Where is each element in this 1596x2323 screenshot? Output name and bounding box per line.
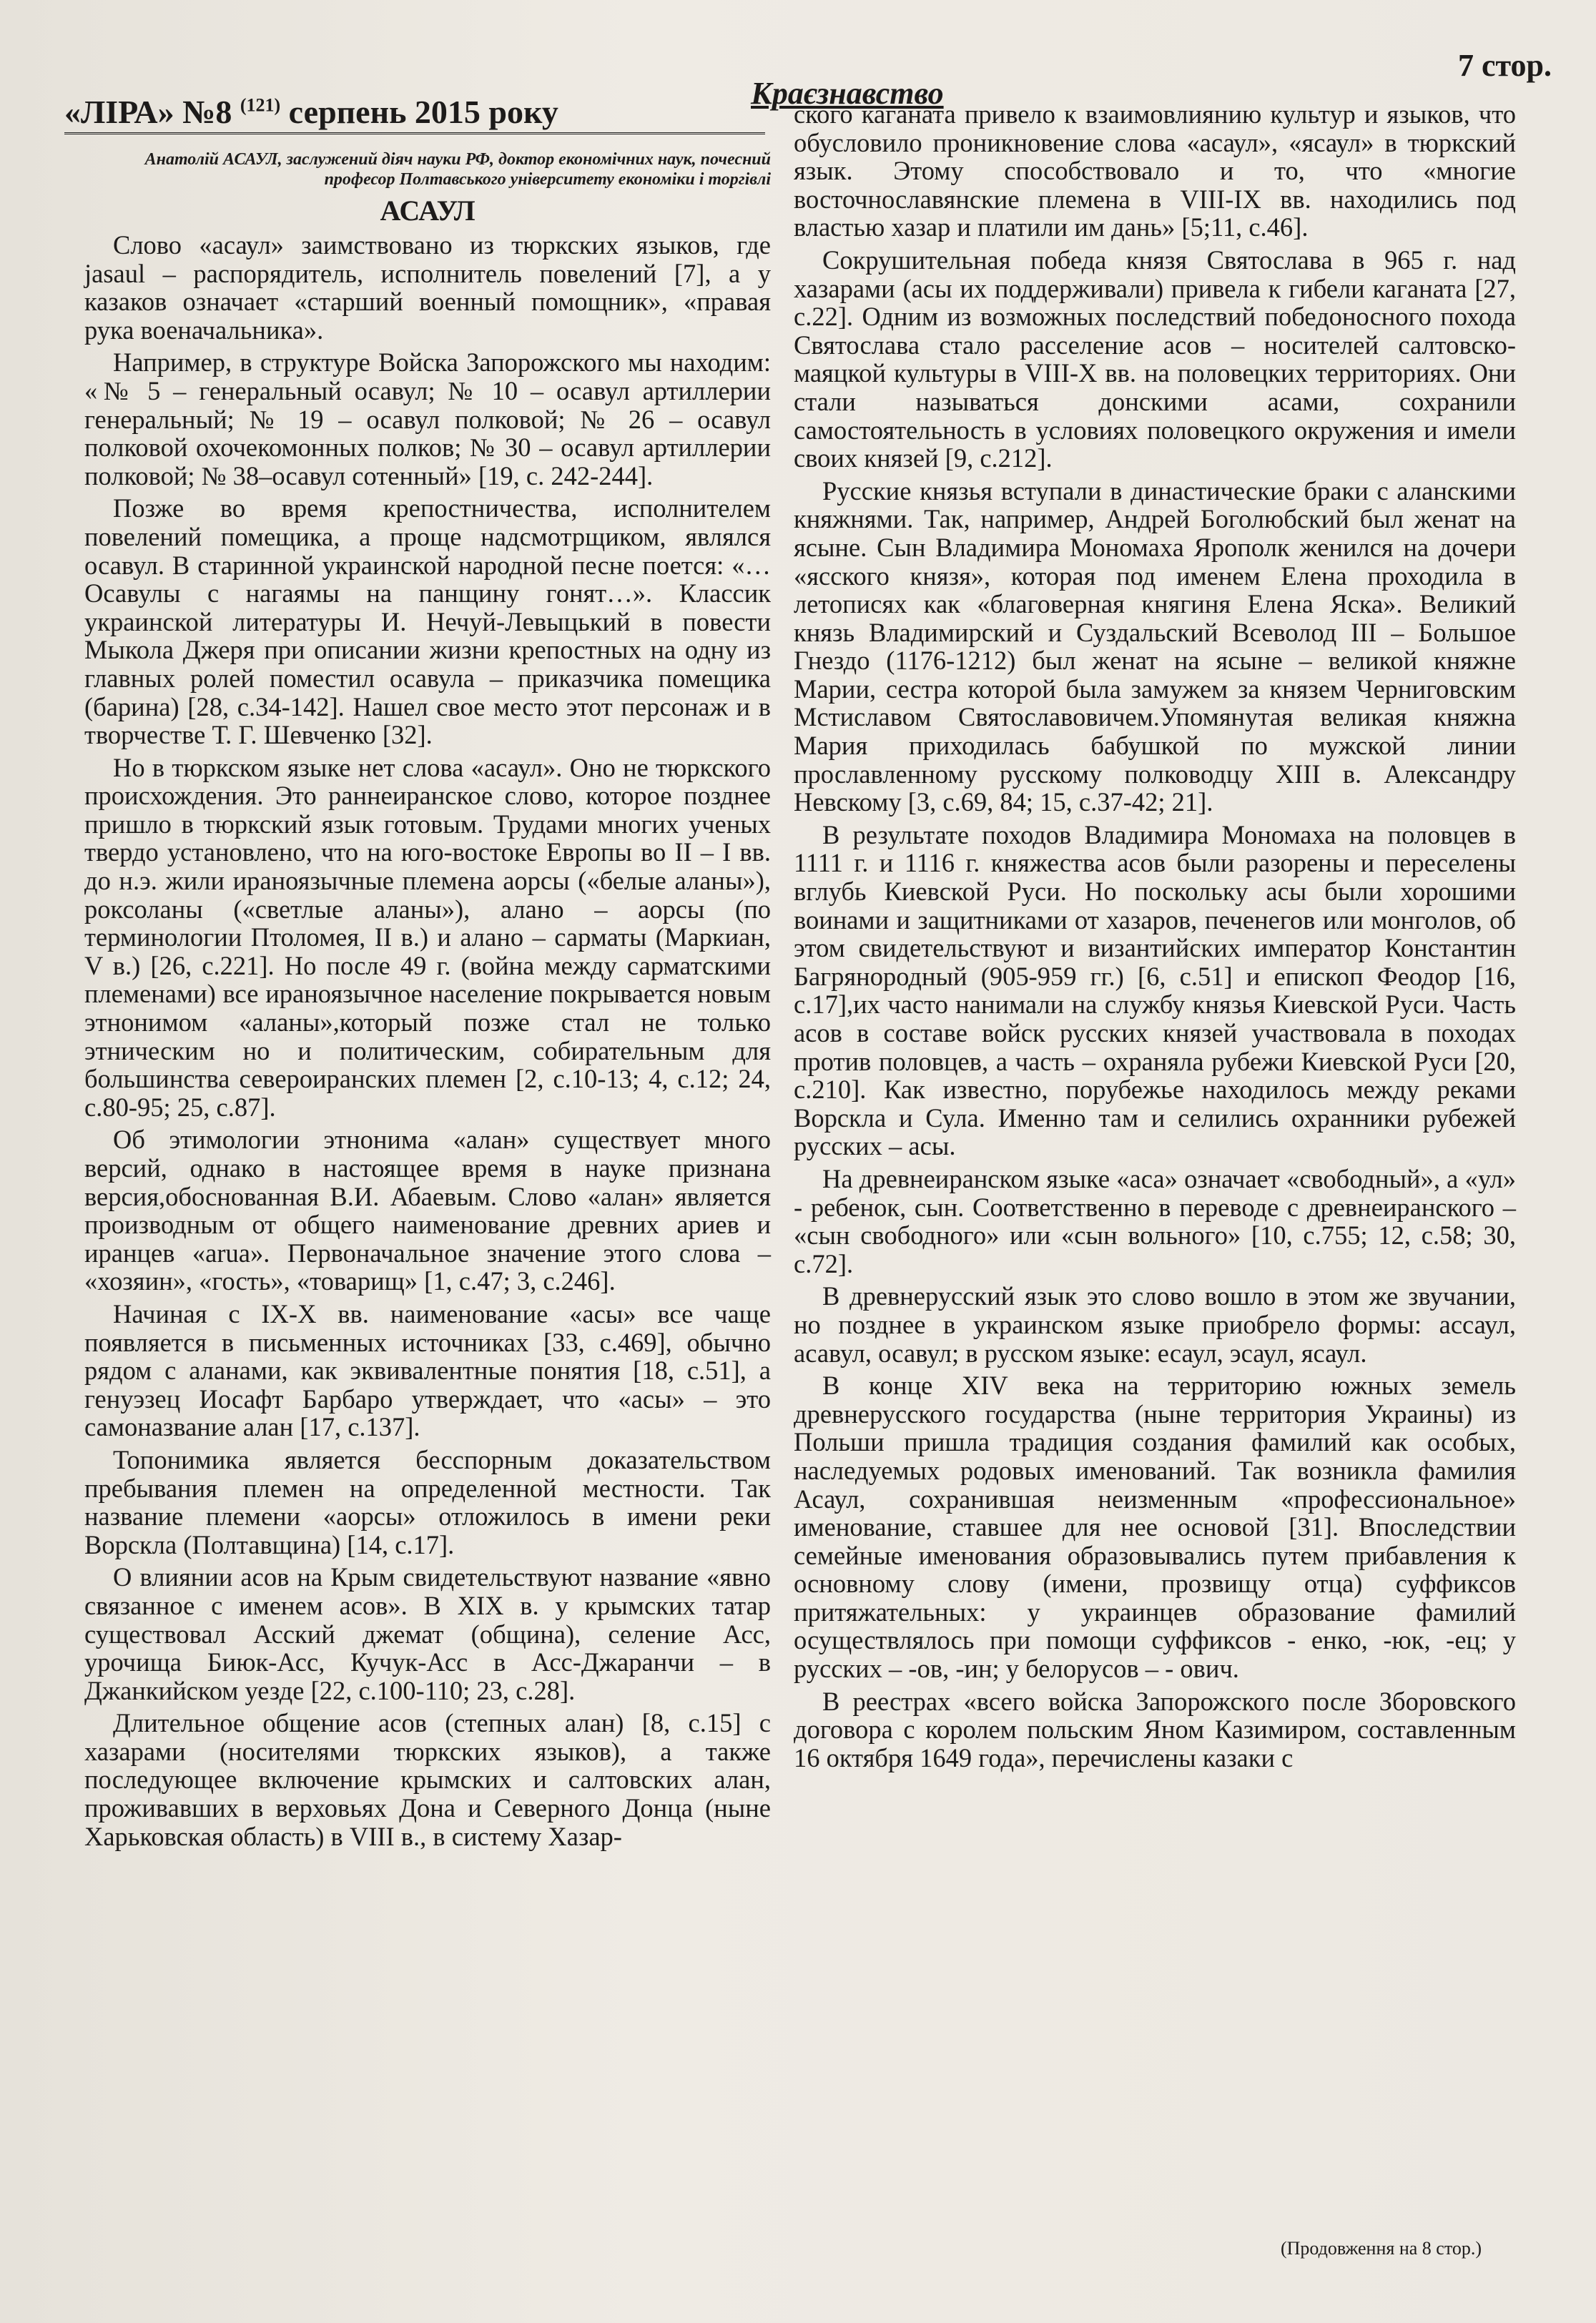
paragraph: О влиянии асов на Крым свидетельствуют название «явно связанное с именем асов». В XIX в. у крымских татар существовал Асский джемат (община), селение Асс, урочища Биюк-Асс, Кучук-Асс в Асс-Джаранчи – в Джанкийском уезде [22, с.100-110; 23, с.28]. [84,1562,771,1705]
article-title: АСАУЛ [380,194,476,227]
author-byline: Анатолій АСАУЛ, заслужений діяч науки РФ, доктор економічних наук, почесний професор Полтавського університету економіки і торгівлі [144,150,771,189]
paragraph: В конце XIV века на территорию южных земель древнерусского государства (ныне территория Украины) из Польши пришла традиция создания фамилий как особых, наследуемых родовых именований. Так возникла фамилия Асаул, сохранившая неизменным «профессиональное» именование, ставшее для нее основой [31]. Впоследствии семейные именования образовывались путем прибавления к основному слову (имени, прозвищу отца) суффиксов притяжательных: у украинцев образование фамилий осуществлялось при помощи суффиксов - енко, -юк, -ец; у русских – -ов, -ин; у белорусов – - ович. [794,1371,1516,1684]
paragraph: Но в тюркском языке нет слова «асаул». Оно не тюркского происхождения. Это раннеиранское слово, которое позднее пришло в тюркский язык готовым. Трудами многих ученых твердо установлено, что на юго-востоке Европы во II – I вв. до н.э. жили ираноязычные племена аорсы («белые аланы»), роксоланы («светлые аланы»), алано – аорсы (по терминологии Птоломея, II в.) и алано – сарматы (Маркиан, V в.) [26, с.221]. Но после 49 г. (война между сарматскими племенами) все ираноязычное население покрывается новым этнонимом «аланы»,который позже стал не только этническим но и политическим, собирательным для большинства североиранских племен [2, с.10-13; 4, с.12; 24, с.80-95; 25, с.87]. [84,752,771,1122]
right-column [794,100,1516,1776]
paragraph: Начиная с IX-X вв. наименование «асы» все чаще появляется в письменных источниках [33, с.469], обычно рядом с аланами, как эквивалентные понятия [18, с.51], а генуэзец Иосафт Барбаро утверждает, что «асы» – это самоназвание алан [17, с.137]. [84,1298,771,1442]
paragraph: В результате походов Владимира Мономаха на половцев в 1111 г. и 1116 г. княжества асов были разорены и переселены вглубь Киевской Руси. Но поскольку асы были хорошими воинами и защитниками от хазаров, печенегов или монголов, об этом свидетельствуют и византийских император Константин Багрянородный (905-959 гг.) [6, с.51] и епископ Феодор [16, с.17],их часто нанимали на службу князья Киевской Руси. Часть асов в составе войск русских князей участвовала в походах против половцев, а часть – охраняла рубежи Киевской Руси [20, с.210]. Как известно, порубежье находилось между реками Ворскла и Сула. Именно там и селились охранники рубежей русских – асы. [794,819,1516,1161]
header-rule [64,132,765,134]
issue-date: серпень 2015 року [288,94,558,130]
section-title: Краєзнавство [751,76,944,111]
paragraph: На древнеиранском языке «аса» означает «свободный», а «ул» - ребенок, сын. Соответственно в переводе с древнеиранского – «сын свободного» или «сын вольного» [10, с.755; 12, с.58; 30, с.72]. [794,1163,1516,1278]
masthead [64,93,558,131]
paragraph: Сокрушительная победа князя Святослава в 965 г. над хазарами (асы их поддерживали) привела к гибели каганата [27, с.22]. Одним из возможных последствий победоносного похода Святослава стало расселение асов – носителей салтовско-маяцкой культуры в VIII-X вв. на половецких территориях. Они стали называться донскими асами, сохранили самостоятельность в условиях половецкого окружения и имели своих князей [9, с.212]. [794,245,1516,473]
left-column [84,139,771,1855]
paragraph: Топонимика является бесспорным доказательством пребывания племен на определенной местности. Так название племени «аорсы» отложилось в имени реки Ворскла (Полтавщина) [14, с.17]. [84,1444,771,1559]
paragraph: Слово «асаул» заимствовано из тюркских языков, где jasaul – распорядитель, исполнитель повелений [7], а у казаков означает «старший военный помощник», «правая рука военачальника». [84,230,771,345]
paragraph: Русские князья вступали в династические браки с аланскими княжнями. Так, например, Андрей Боголюбский был женат на ясыне. Сын Владимира Мономаха Ярополк женился на дочери «ясского князя», которая под именем Елена проходила в летописях как «благоверная княгиня Елена Яска». Великий князь Владимирский и Суздальский Всеволод III – Большое Гнездо (1176-1212) был женат на ясыне – великой княжне Марии, сестра которой была замужем за князем Черниговским Мстиславом Святославовичем.Упомянутая великая княжна Мария приходилась бабушкой по мужской линии прославленному русскому полководцу XIII в. Александру Невскому [3, с.69, 84; 15, с.37-42; 21]. [794,475,1516,817]
paragraph: Об этимологии этнонима «алан» существует много версий, однако в настоящее время в науке признана версия,обоснованная В.И. Абаевым. Слово «алан» является производным от общего наименование древних ариев и иранцев «arua». Первоначальное значение этого слова – «хозяин», «гость», «товарищ» [1, с.47; 3, с.246]. [84,1125,771,1296]
paragraph: В реестрах «всего войска Запорожского после Зборовского договора с королем польским Яном Казимиром, составленным 16 октября 1649 года», перечислены казаки с [794,1686,1516,1772]
issue-number: (121) [240,94,281,116]
continuation-note: (Продовження на 8 стор.) [1280,2238,1482,2259]
paragraph: Например, в структуре Войска Запорожского мы находим: «№ 5 – генеральный осавул; № 10 – осавул артиллерии генеральный; № 19 – осавул полковой; № 26 – осавул полковой охочекомонных полков; № 30 – осавул артиллерии полковой; № 38–осавул сотенный» [19, с. 242-244]. [84,347,771,490]
paragraph: Позже во время крепостничества, исполнителем повелений помещика, а проще надсмотрщиком, являлся осавул. В старинной украинской народной песне поется: «…Осавулы с нагаямы на панщину гонят…». Классик украинской литературы И. Нечуй-Левыцький в повести Мыкола Джеря при описании жизни крепостных на одну из главных ролей поместил осавула – приказчика помещика (барина) [28, с.34-142]. Нашел свое место этот персонаж и в творчестве Т. Г. Шевченко [32]. [84,493,771,750]
masthead-title: «ЛІРА» №8 [64,94,232,130]
paragraph: В древнерусский язык это слово вошло в этом же звучании, но позднее в украинском языке приобрело формы: ассаул, асавул, осавул; в русском языке: есаул, эсаул, ясаул. [794,1281,1516,1368]
page-number: 7 стор. [1457,48,1552,83]
paragraph: ского каганата привело к взаимовлиянию культур и языков, что обусловило проникновение слова «асаул», «ясаул» в тюркский язык. Этому способствовало и то, что «многие восточнославянские племена в VIII-IX вв. находились под властью хазар и платили им дань» [5;11, с.46]. [794,99,1516,242]
paragraph: Длительное общение асов (степных алан) [8, с.15] с хазарами (носителями тюркских языков), а также последующее включение крымских и салтовских алан, проживавших в верховьях Дона и Северного Донца (ныне Харьковская область) в VIII в., в систему Хазар- [84,1708,771,1851]
